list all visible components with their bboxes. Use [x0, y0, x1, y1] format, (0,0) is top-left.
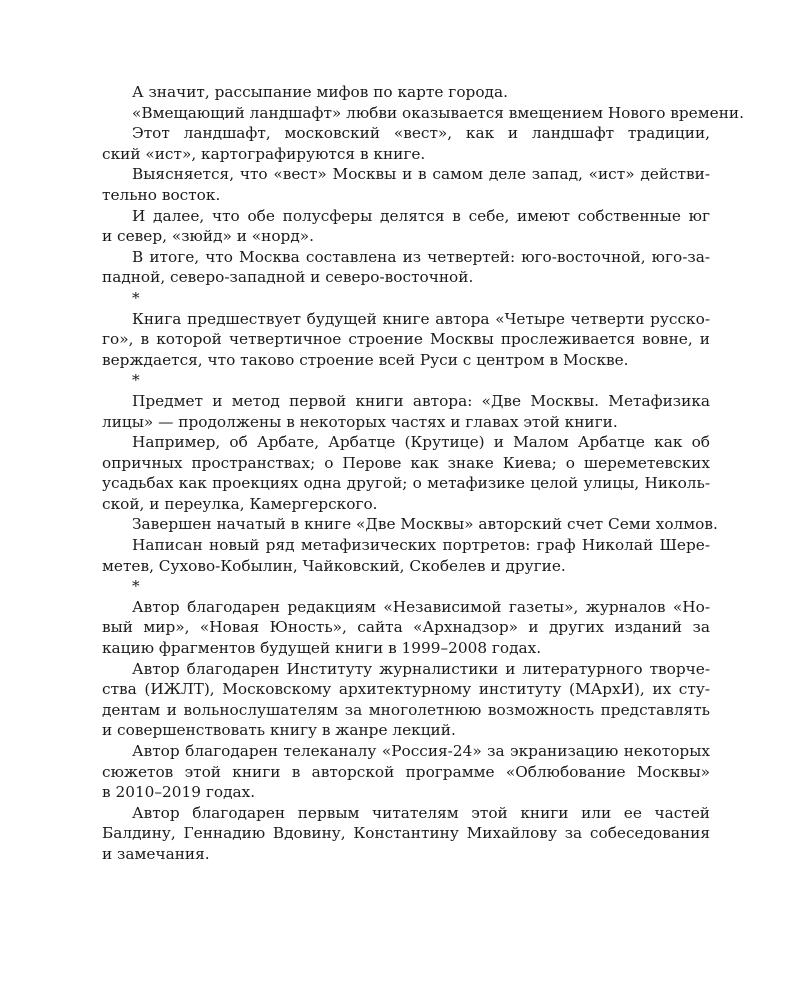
page-body [102, 82, 744, 865]
text-line: тельно восток. [102, 185, 221, 204]
text-line: и совершенствовать книгу в жанре лекций. [102, 721, 456, 740]
text-line: ский «ист», картографируются в книге. [102, 144, 426, 163]
text-line: ства (ИЖЛТ), Московскому архитектурному институту (МАрхИ), их сту- [102, 680, 710, 699]
text-line: Автор благодарен телеканалу «Россия-24» за экранизацию некоторых [132, 742, 710, 760]
text-line: Автор благодарен редакциям «Независимой газеты», журналов «Но- [132, 597, 710, 616]
paragraph [102, 514, 718, 535]
text-line: в 2010–2019 годах. [102, 783, 256, 802]
text-line: А значит, рассыпание мифов по карте города. [132, 83, 508, 101]
section-separator [102, 288, 710, 309]
paragraph [102, 103, 744, 124]
text-line: усадьбах как проекциях одна другой; о метафизике целой улицы, Николь- [102, 474, 710, 493]
paragraph [102, 247, 710, 288]
text-line: Написан новый ряд метафизических портретов: граф Николай Шере- [132, 536, 710, 555]
section-separator [102, 576, 710, 597]
text-line: лицы» — продолжены в некоторых частях и главах этой книги. [102, 412, 618, 431]
text-line: И далее, что обе полусферы делятся в себе, имеют собственные юг [132, 206, 710, 225]
text-line: Этот ландшафт, московский «вест», как и ландшафт традиции, [132, 124, 710, 143]
text-line: ской, и переулка, Камергерского. [102, 494, 378, 513]
text-line: Автор благодарен первым читателям этой книги или ее частей [132, 803, 710, 822]
text-line: Завершен начатый в книге «Две Москвы» авторский счет Семи холмов. [132, 515, 718, 534]
text-line: дентам и вольнослушателям за многолетнюю возможность представлять [102, 700, 710, 719]
text-line: В итоге, что Москва составлена из четвертей: юго-восточной, юго-за- [132, 247, 710, 266]
paragraph [102, 741, 710, 803]
text-line: Книга предшествует будущей книге автора «Четыре четверти русско- [132, 309, 710, 328]
separator-asterisk: * [132, 371, 140, 390]
text-line: падной, северо-западной и северо-восточной. [102, 268, 474, 287]
paragraph [102, 597, 710, 659]
text-line: и север, «зюйд» и «норд». [102, 227, 314, 246]
paragraph [102, 432, 710, 514]
separator-asterisk: * [132, 577, 140, 596]
paragraph [102, 803, 710, 865]
paragraph [102, 164, 710, 205]
text-line: и замечания. [102, 844, 210, 863]
text-line: опричных пространствах; о Перове как знаке Киева; о шереметевских [102, 453, 710, 472]
paragraph [102, 123, 710, 164]
text-line: метев, Сухово-Кобылин, Чайковский, Скобелев и другие. [102, 556, 566, 575]
text-line: «Вмещающий ландшафт» любви оказывается вмещением Нового времени. [132, 103, 744, 122]
text-line: кацию фрагментов будущей книги в 1999–2008 годах. [102, 639, 542, 658]
text-line: сюжетов этой книги в авторской программе «Облюбование Москвы» [102, 762, 710, 781]
text-line: Выясняется, что «вест» Москвы и в самом деле запад, «ист» действи- [132, 165, 710, 184]
text-line: Автор благодарен Институту журналистики и литературного творче- [132, 659, 710, 678]
section-separator [102, 370, 710, 391]
text-line: вый мир», «Новая Юность», сайта «Архнадзор» и других изданий за [102, 618, 710, 637]
text-line: Предмет и метод первой книги автора: «Две Москвы. Метафизика [132, 391, 710, 410]
text-line: Балдину, Геннадию Вдовину, Константину Михайлову за собеседования [102, 824, 710, 843]
text-line: го», в которой четвертичное строение Москвы прослеживается вовне, и [102, 330, 710, 349]
paragraph [102, 391, 710, 432]
paragraph [102, 206, 710, 247]
text-line: Например, об Арбате, Арбатце (Крутице) и Малом Арбатце как об [132, 433, 710, 452]
paragraph [102, 82, 710, 103]
text-line: верждается, что таково строение всей Руси с центром в Москве. [102, 350, 629, 369]
separator-asterisk: * [132, 288, 140, 307]
paragraph [102, 309, 710, 371]
paragraph [102, 535, 710, 576]
paragraph [102, 659, 710, 741]
